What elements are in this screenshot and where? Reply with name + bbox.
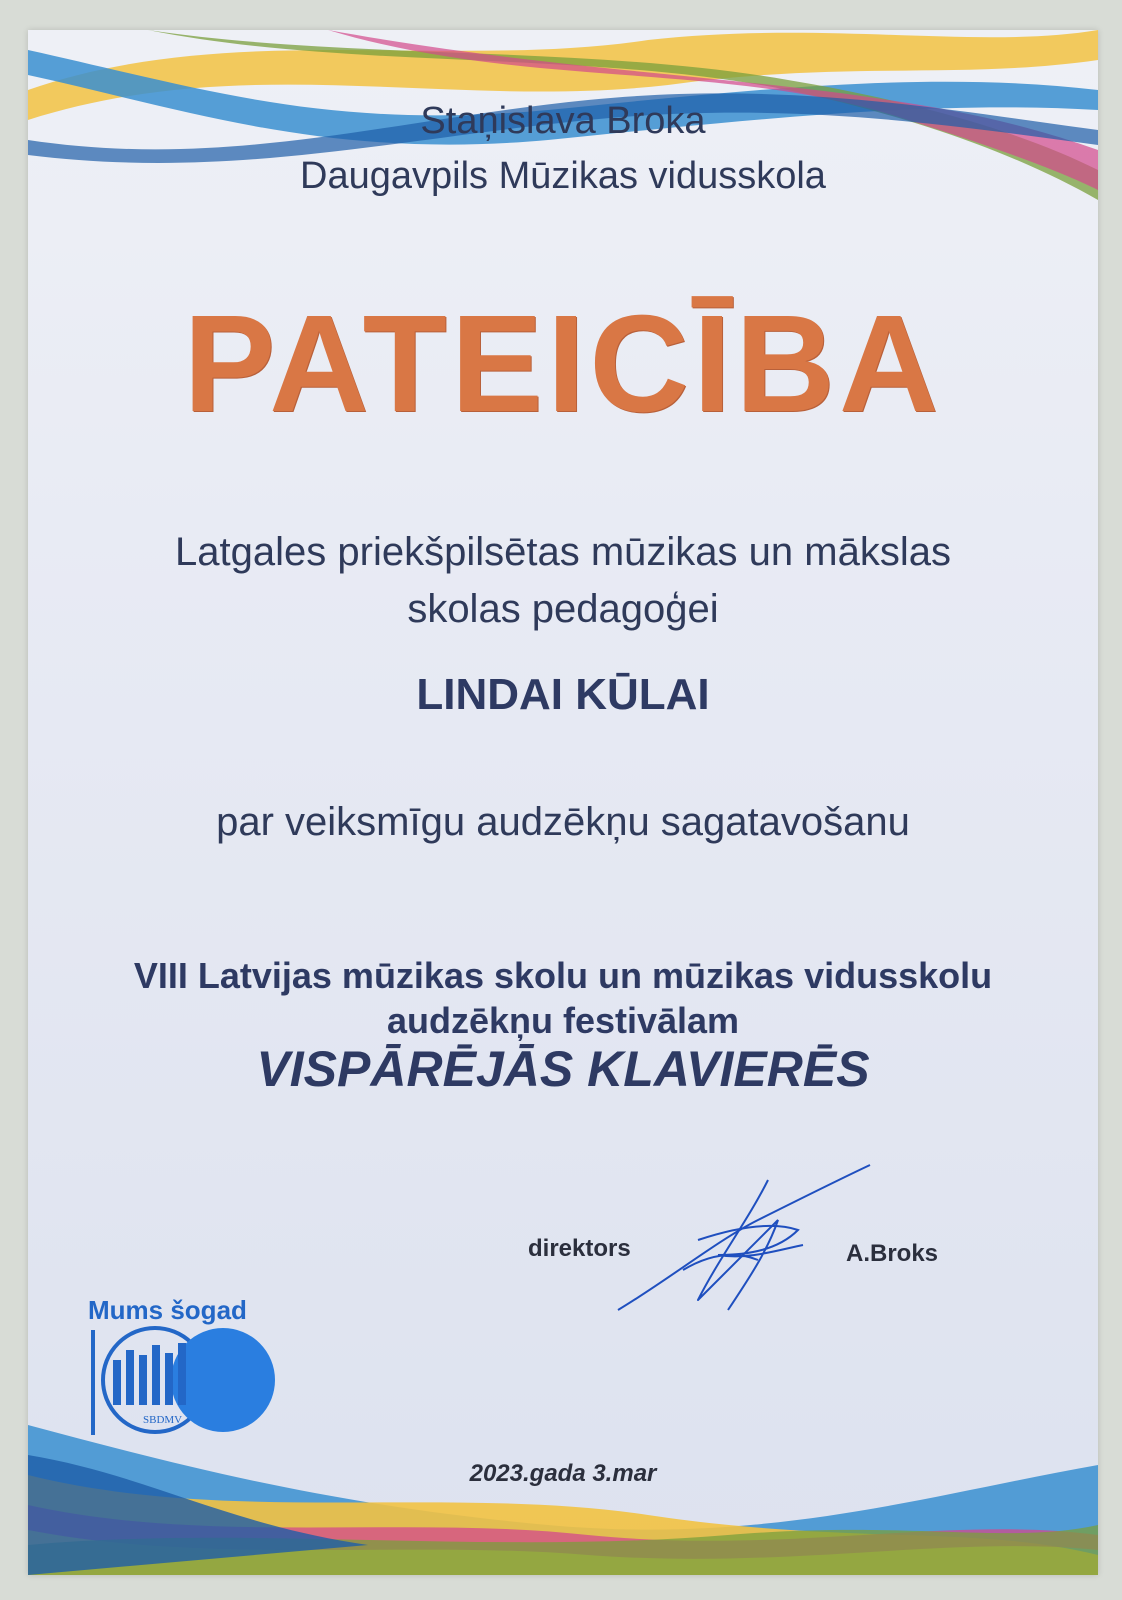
anniversary-logo [83, 1325, 283, 1440]
recipient-intro-line1: Latgales priekšpilsētas mūzikas un mākslas [175, 530, 951, 574]
signatory-role: direktors [528, 1235, 631, 1262]
school-name-line1: Staņislava Broka [420, 100, 706, 142]
certificate-page [28, 30, 1098, 1575]
award-reason: par veiksmīgu audzēkņu sagatavošanu [216, 800, 910, 844]
festival-line2: audzēkņu festivālam [386, 1000, 740, 1041]
director-name: A.Broks [846, 1240, 939, 1267]
certificate-title: PATEICĪBA [183, 287, 943, 441]
handwritten-signature [608, 1160, 878, 1320]
recipient-intro-line2: skolas pedagoģei [407, 587, 719, 631]
recipient-name: LINDAI KŪLAI [416, 670, 710, 719]
logo-badge: SBDMV [143, 1414, 183, 1426]
school-name-line2: Daugavpils Mūzikas vidusskola [300, 155, 826, 197]
festival-name: VISPĀRĒJĀS KLAVIERĒS [256, 1041, 870, 1097]
logo-caption: Mums šogad [88, 1295, 247, 1325]
festival-line1: VIII Latvijas mūzikas skolu un mūzikas vidusskolu [133, 955, 993, 996]
issue-date: 2023.gada 3.mar [469, 1460, 657, 1487]
